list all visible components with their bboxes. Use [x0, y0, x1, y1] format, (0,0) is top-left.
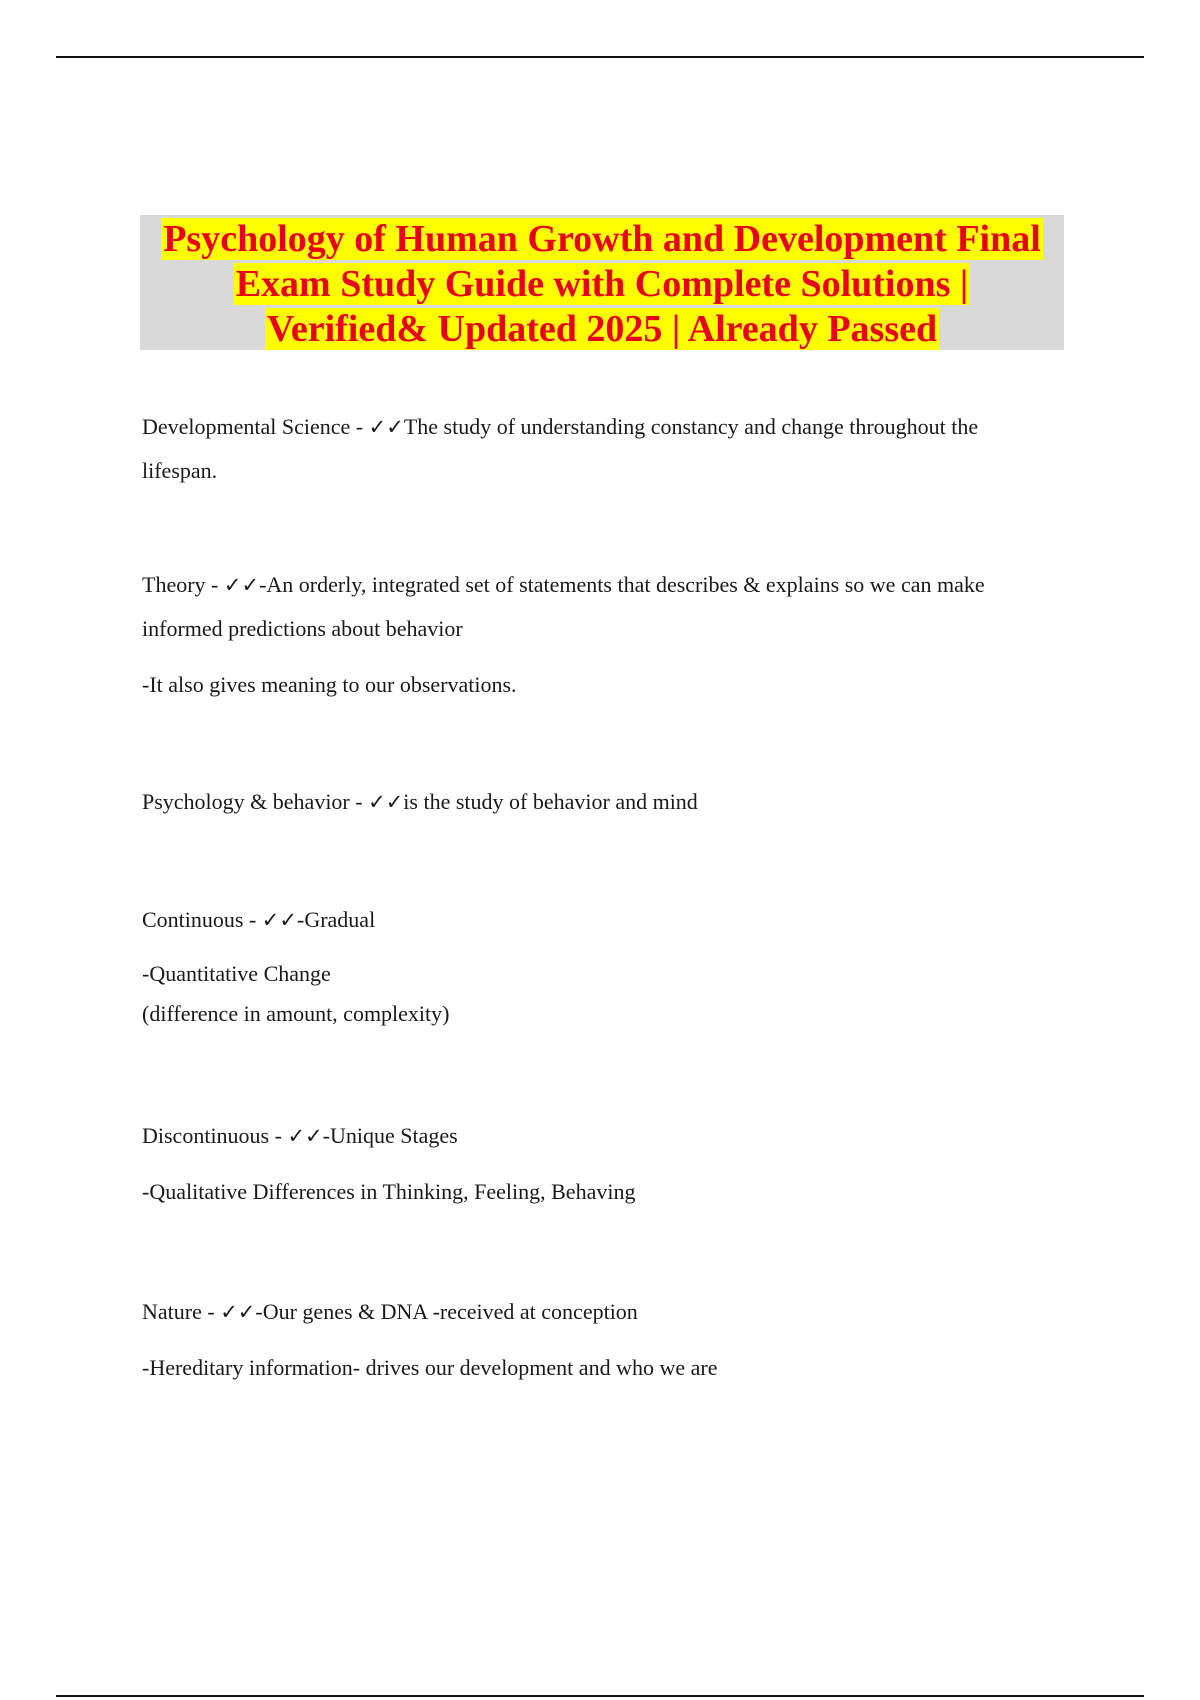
entry-term: Theory -	[142, 572, 224, 597]
entry-note: -It also gives meaning to our observations.	[142, 672, 517, 697]
entry-note: (difference in amount, complexity)	[142, 1001, 450, 1026]
entry-continuous	[142, 898, 449, 1034]
check-mark-icon: ✓✓	[368, 790, 404, 814]
entry-term: Developmental Science -	[142, 414, 369, 439]
title-line: Verified& Updated 2025 | Already Passed	[266, 308, 938, 350]
entry-term: Continuous -	[142, 907, 262, 932]
check-mark-icon: ✓✓	[220, 1300, 256, 1324]
entry-discontinuous	[142, 1114, 635, 1214]
entry-definition: -Gradual	[297, 907, 376, 932]
top-rule	[56, 56, 1144, 58]
check-mark-icon: ✓✓	[261, 908, 297, 932]
entry-definition: -Unique Stages	[322, 1123, 458, 1148]
entry-psychology-behavior	[142, 780, 698, 824]
bottom-rule	[56, 1695, 1144, 1697]
entry-note: -Hereditary information- drives our development and who we are	[142, 1355, 718, 1380]
entry-definition: -Our genes & DNA -received at conception	[255, 1299, 638, 1324]
title-line: Exam Study Guide with Complete Solutions |	[235, 263, 969, 305]
entry-note: -Quantitative Change	[142, 961, 331, 986]
entry-continuation: lifespan.	[142, 458, 218, 483]
entry-definition: The study of understanding constancy and change throughout the	[403, 414, 979, 439]
check-mark-icon: ✓✓	[287, 1124, 323, 1148]
document-title	[140, 215, 1064, 350]
check-mark-icon: ✓✓	[223, 573, 260, 597]
entry-definition: is the study of behavior and mind	[403, 789, 698, 814]
entry-continuation: informed predictions about behavior	[142, 616, 463, 641]
entry-note: -Qualitative Differences in Thinking, Feeling, Behaving	[142, 1179, 636, 1204]
entry-nature	[142, 1290, 717, 1390]
check-mark-icon: ✓✓	[368, 415, 404, 439]
entry-definition: -An orderly, integrated set of statements that describes & explains so we can make	[259, 572, 985, 597]
entry-theory	[142, 563, 985, 707]
entry-term: Psychology & behavior -	[142, 789, 369, 814]
title-line: Psychology of Human Growth and Development Final	[163, 218, 1041, 260]
entry-term: Discontinuous -	[142, 1123, 288, 1148]
entry-term: Nature -	[142, 1299, 221, 1324]
entry-developmental-science	[142, 405, 978, 493]
